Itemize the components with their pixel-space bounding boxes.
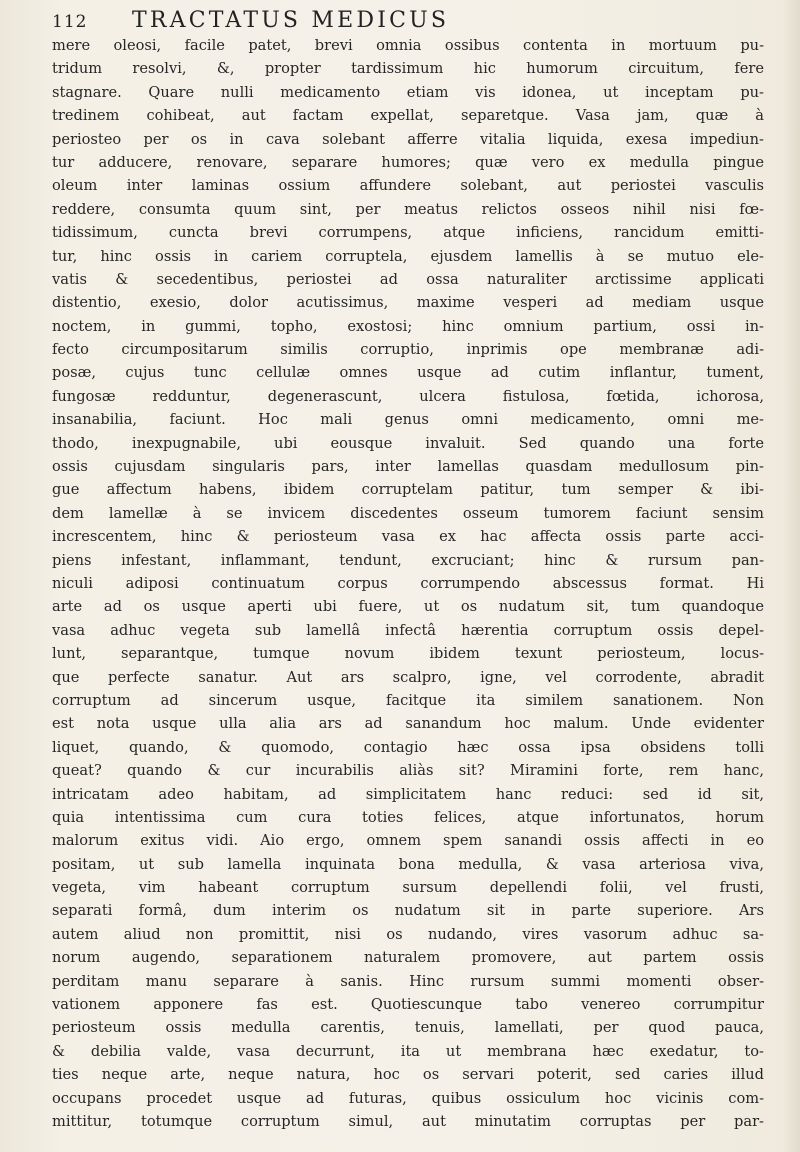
text-line: vationem apponere fas est. Quotiescunque tabo venereo corrumpitur bbox=[52, 996, 764, 1014]
text-line: mere oleosi, facile patet, brevi omnia ossibus contenta in mortuum pu- bbox=[52, 37, 764, 54]
page-edge-shadow bbox=[782, 0, 800, 1152]
text-line: increscentem, hinc & periosteum vasa ex hac affecta ossis parte acci- bbox=[52, 528, 764, 546]
text-line: insanabilia, faciunt. Hoc mali genus omni medicamento, omni me- bbox=[52, 411, 764, 429]
text-line: que perfecte sanatur. Aut ars scalpro, igne, vel corrodente, abradit bbox=[52, 668, 764, 686]
text-line: mittitur, totumque corruptum simul, aut minutatim corruptas per par- bbox=[52, 1112, 764, 1130]
text-line: vatis & secedentibus, periostei ad ossa naturaliter arctissime applicati bbox=[52, 270, 764, 288]
text-line: ossis cujusdam singularis pars, inter lamellas quasdam medullosum pin- bbox=[52, 458, 764, 476]
text-line: separati formâ, dum interim os nudatum sit in parte superiore. Ars bbox=[52, 902, 764, 920]
text-line: malorum exitus vidi. Aio ergo, omnem spem sanandi ossis affecti in eo bbox=[52, 832, 764, 850]
text-line: periosteo per os in cava solebant afferre vitalia liquida, exesa impediun- bbox=[52, 130, 764, 148]
text-line: posæ, cujus tunc cellulæ omnes usque ad cutim inflantur, tument, bbox=[52, 364, 764, 382]
text-line: intricatam adeo habitam, ad simplicitatem hanc reduci: sed id sit, bbox=[52, 785, 764, 803]
text-line: dem lamellæ à se invicem discedentes osseum tumorem faciunt sensim bbox=[52, 504, 764, 522]
text-line: corruptum ad sincerum usque, facitque ita similem sanationem. Non bbox=[52, 691, 764, 709]
page-number: 112 bbox=[52, 12, 88, 32]
text-line: positam, ut sub lamella inquinata bona medulla, & vasa arteriosa viva, bbox=[52, 855, 764, 873]
text-line: periosteum ossis medulla carentis, tenuis, lamellati, per quod pauca, bbox=[52, 1019, 764, 1037]
text-line: lunt, separantque, tumque novum ibidem texunt periosteum, locus- bbox=[52, 645, 764, 663]
body-text bbox=[52, 34, 764, 1133]
text-line: stagnare. Quare nulli medicamento etiam vis idonea, ut inceptam pu- bbox=[52, 83, 764, 101]
text-line: tredinem cohibeat, aut factam expellat, separetque. Vasa jam, quæ à bbox=[52, 107, 764, 125]
text-line: ties neque arte, neque natura, hoc os servari poterit, sed caries illud bbox=[52, 1066, 764, 1084]
text-line: tur adducere, renovare, separare humores; quæ vero ex medulla pingue bbox=[52, 153, 764, 171]
text-line: reddere, consumta quum sint, per meatus relictos osseos nihil nisi fœ- bbox=[52, 200, 764, 218]
text-line: est nota usque ulla alia ars ad sanandum hoc malum. Unde evidenter bbox=[52, 715, 764, 733]
text-line: gue affectum habens, ibidem corruptelam patitur, tum semper & ibi- bbox=[52, 481, 764, 499]
text-line: quia intentissima cum cura toties felices, atque infortunatos, horum bbox=[52, 808, 764, 826]
text-line: distentio, exesio, dolor acutissimus, maxime vesperi ad mediam usque bbox=[52, 294, 764, 312]
text-line: arte ad os usque aperti ubi fuere, ut os nudatum sit, tum quandoque bbox=[52, 598, 764, 616]
text-line: norum augendo, separationem naturalem promovere, aut partem ossis bbox=[52, 949, 764, 967]
text-line: tidissimum, cuncta brevi corrumpens, atque inficiens, rancidum emitti- bbox=[52, 224, 764, 242]
text-line: & debilia valde, vasa decurrunt, ita ut membrana hæc exedatur, to- bbox=[52, 1042, 764, 1060]
text-line: oleum inter laminas ossium affundere solebant, aut periostei vasculis bbox=[52, 177, 764, 195]
text-line: queat? quando & cur incurabilis aliàs sit? Miramini forte, rem hanc, bbox=[52, 762, 764, 780]
text-line: vasa adhuc vegeta sub lamellâ infectâ hærentia corruptum ossis depel- bbox=[52, 621, 764, 639]
text-line: liquet, quando, & quomodo, contagio hæc ossa ipsa obsidens tolli bbox=[52, 738, 764, 756]
text-line: autem aliud non promittit, nisi os nudando, vires vasorum adhuc sa- bbox=[52, 925, 764, 943]
text-line: tridum resolvi, &, propter tardissimum hic humorum circuitum, fere bbox=[52, 60, 764, 78]
text-line: noctem, in gummi, topho, exostosi; hinc omnium partium, ossi in- bbox=[52, 317, 764, 335]
text-line: niculi adiposi continuatum corpus corrumpendo abscessus format. Hi bbox=[52, 574, 764, 592]
text-line: thodo, inexpugnabile, ubi eousque invaluit. Sed quando una forte bbox=[52, 434, 764, 452]
text-line: piens infestant, inflammant, tendunt, excruciant; hinc & rursum pan- bbox=[52, 551, 764, 569]
text-line: fungosæ redduntur, degenerascunt, ulcera fistulosa, fœtida, ichorosa, bbox=[52, 387, 764, 405]
text-line: vegeta, vim habeant corruptum sursum depellendi folii, vel frusti, bbox=[52, 879, 764, 897]
text-line: perditam manu separare à sanis. Hinc rursum summi momenti obser- bbox=[52, 972, 764, 990]
running-title: TRACTATUS MEDICUS bbox=[132, 8, 450, 33]
text-line: tur, hinc ossis in cariem corruptela, ejusdem lamellis à se mutuo ele- bbox=[52, 247, 764, 265]
text-line: fecto circumpositarum similis corruptio, inprimis ope membranæ adi- bbox=[52, 341, 764, 359]
text-line: occupans procedet usque ad futuras, quibus ossiculum hoc vicinis com- bbox=[52, 1089, 764, 1107]
